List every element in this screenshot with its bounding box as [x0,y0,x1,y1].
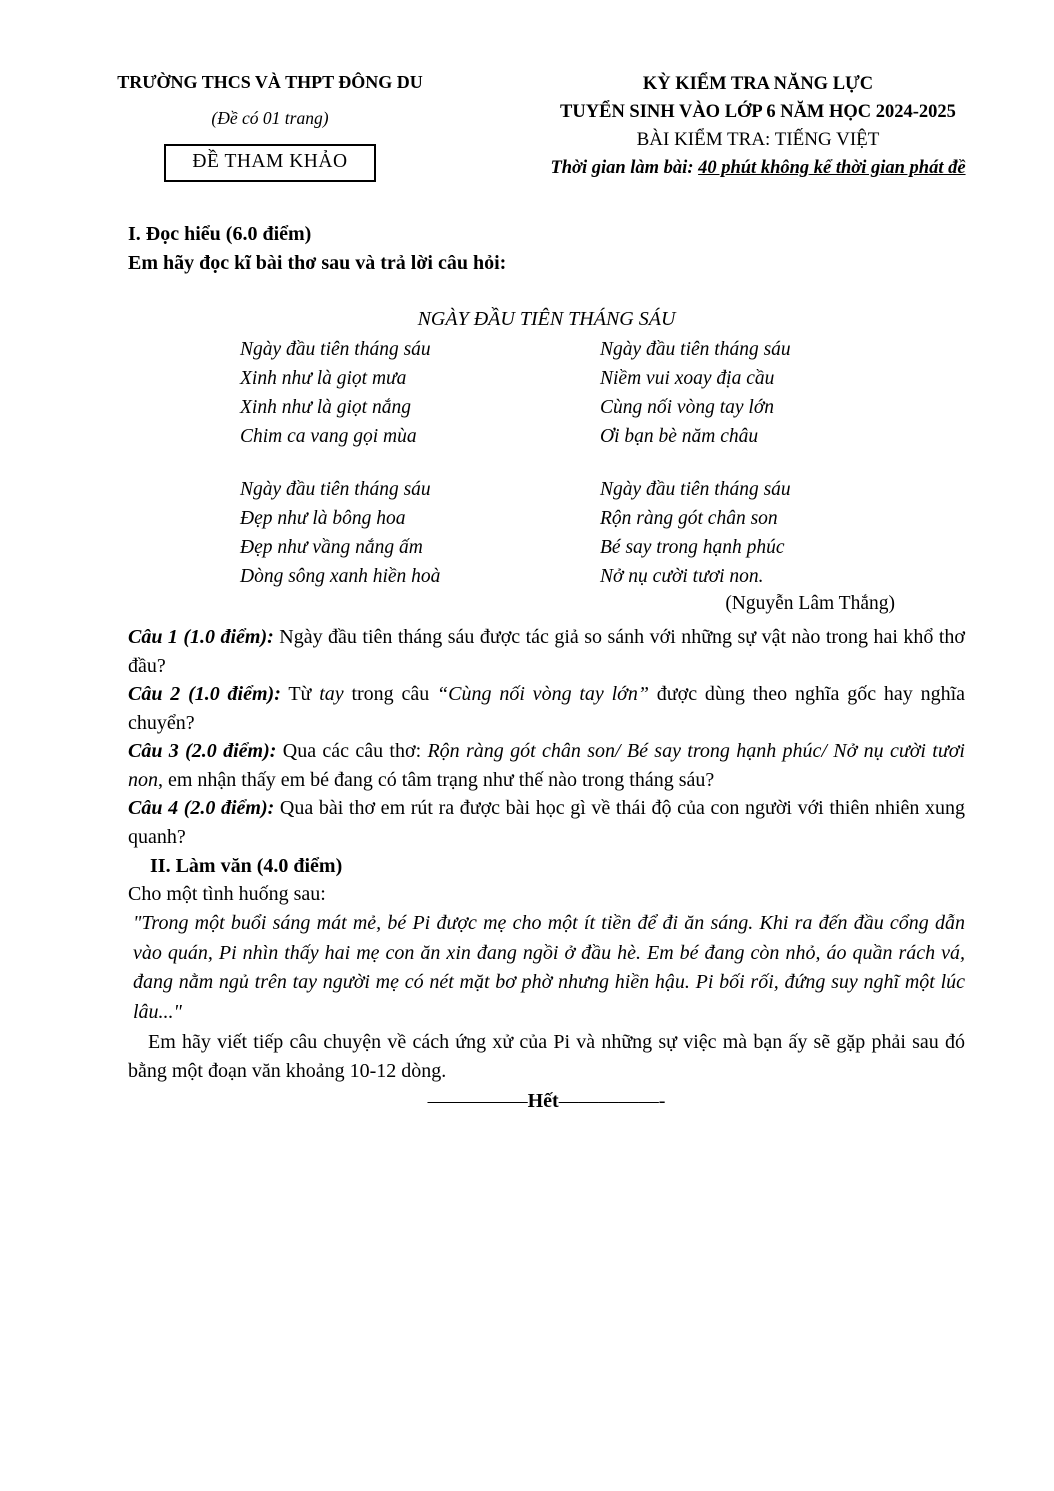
question-2-quote: “Cùng nối vòng tay lớn” [437,683,649,705]
exam-title-line1: KỲ KIỂM TRA NĂNG LỰC [642,74,874,94]
questions-block [128,623,965,851]
question-2-term: tay [319,683,344,705]
poem-line: Dòng sông xanh hiền hoà [240,566,441,587]
poem-line: Đẹp như là bông hoa [240,508,406,529]
poem-stanza-3 [240,475,600,591]
writing-task: Em hãy viết tiếp câu chuyện về cách ứng xử của Pi và những sự việc mà bạn ấy sẽ gặp phải sau đó bằng một đoạn văn khoảng 10-12 dòng. [128,1031,965,1082]
poem-stanza-4 [600,475,965,591]
time-value: 40 phút không kể thời gian phát đề [698,158,966,178]
exam-title-line2: TUYỂN SINH VÀO LỚP 6 NĂM HỌC 2024-2025 [560,102,956,122]
exam-subject-line: BÀI KIỂM TRA: TIẾNG VIỆT [636,129,880,150]
poem-stanza-1 [240,335,600,451]
poem-line: Ngày đầu tiên tháng sáu [240,479,431,500]
page-header [0,0,1054,182]
end-of-exam-line [128,1087,965,1116]
poem-line: Chim ca vang gọi mùa [240,426,417,447]
poem-line: Xinh như là giọt nắng [240,397,411,418]
poem-line: Ngày đầu tiên tháng sáu [240,339,431,360]
question-2 [128,680,965,737]
question-1 [128,623,965,680]
document-body [0,182,1054,1116]
poem [240,335,965,591]
question-2-text: Từ [280,683,320,705]
poem-line: Ngày đầu tiên tháng sáu [600,339,791,360]
time-label: Thời gian làm bài: [550,158,699,178]
section1-heading: I. Đọc hiểu (6.0 điểm) [128,223,312,245]
question-3-quote: Rộn ràng gót chân son/ Bé say trong hạnh phúc/ Nở nụ cười tươi non [128,740,965,791]
poem-line: Ơi bạn bè năm châu [600,426,759,447]
reference-exam-box: ĐỀ THAM KHẢO [164,144,375,182]
poem-stanza-2 [600,335,965,451]
poem-line: Cùng nối vòng tay lớn [600,397,774,418]
school-name: TRƯỜNG THCS VÀ THPT ĐÔNG DU [117,72,423,92]
question-1-text: Ngày đầu tiên tháng sáu được tác giả so sánh với những sự vật nào trong hai khổ thơ đầu? [128,626,965,677]
question-1-label: Câu 1 (1.0 điểm): [128,626,274,648]
end-dashes-left: ————— [427,1090,528,1112]
school-header-block [50,70,490,182]
poem-line: Bé say trong hạnh phúc [600,537,785,558]
question-3-text: , em nhận thấy em bé đang có tâm trạng như thế nào trong tháng sáu? [158,768,715,791]
poem-line: Rộn ràng gót chân son [600,508,778,529]
question-4 [128,794,965,851]
question-2-text: trong câu [343,683,438,705]
end-dashes-right: —————- [558,1090,666,1112]
page-count-note: (Đề có 01 trang) [211,108,329,128]
question-2-label: Câu 2 (1.0 điểm): [128,683,281,705]
poem-author: (Nguyễn Lâm Thắng) [725,593,895,614]
poem-line: Đẹp như vầng nắng ấm [240,537,423,558]
question-3 [128,737,965,794]
section2-heading: II. Làm văn (4.0 điểm) [150,855,343,877]
exam-header-block [490,70,1034,182]
poem-line: Xinh như là giọt mưa [240,368,407,389]
reading-instruction: Em hãy đọc kĩ bài thơ sau và trả lời câu hỏi: [128,252,507,274]
question-2-text: được dùng theo nghĩa gốc hay nghĩa chuyển? [128,683,966,734]
exam-time-line [490,154,1026,182]
question-4-text: Qua bài thơ em rút ra được bài học gì về thái độ của con người với thiên nhiên xung quanh? [128,797,966,848]
poem-title: NGÀY ĐẦU TIÊN THÁNG SÁU [417,308,676,330]
scenario-intro: Cho một tình huống sau: [128,883,326,905]
end-label: Hết [527,1090,559,1112]
question-3-label: Câu 3 (2.0 điểm): [128,740,277,762]
poem-line: Ngày đầu tiên tháng sáu [600,479,791,500]
poem-line: Nở nụ cười tươi non. [600,566,764,587]
poem-line: Niềm vui xoay địa cầu [600,368,775,389]
question-4-label: Câu 4 (2.0 điểm): [128,797,275,819]
scenario-text: "Trong một buổi sáng mát mẻ, bé Pi được mẹ cho một ít tiền để đi ăn sáng. Khi ra đến đầu cổng dẫn vào quán, Pi nhìn thấy hai mẹ con ăn xin đang ngồi ở đầu hè. Em bé đang còn nhỏ, áo quần rách vá, đang nằm ngủ trên tay người mẹ có nét mặt bơ phờ nhưng hiền hậu. Pi bối rối, đứng suy nghĩ một lúc lâu..." [133,912,965,1023]
question-3-text: Qua các câu thơ: [276,740,428,762]
